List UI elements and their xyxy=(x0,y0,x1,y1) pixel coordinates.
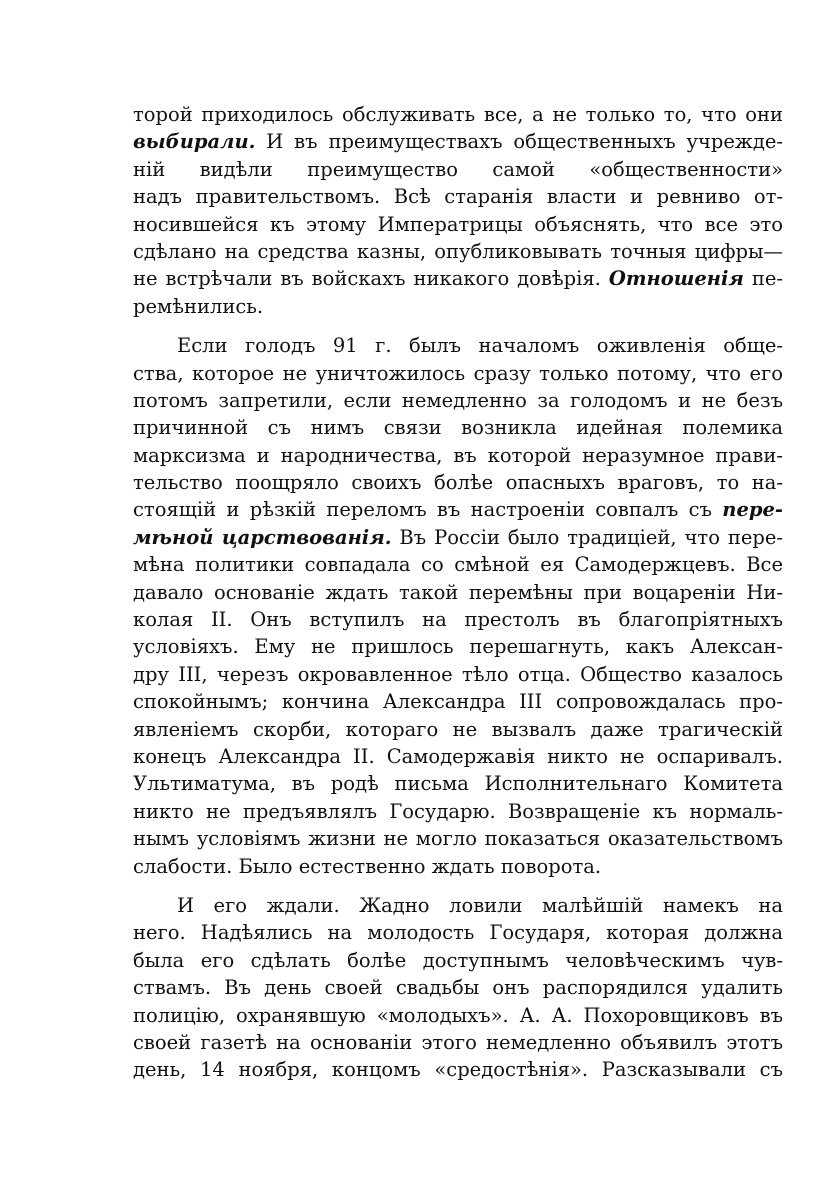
text-line xyxy=(133,293,783,320)
text-line xyxy=(133,128,783,155)
text-segment: стоящiй и рѣзкiй переломъ въ настроенiи совпалъ съ xyxy=(133,498,723,522)
text-segment: мѣна политики совпадала со смѣной ея Самодержцевъ. Все xyxy=(133,553,783,577)
emphasis-text: Отношенiя xyxy=(608,267,744,291)
text-segment: него. Надѣялись на молодость Государя, которая должна xyxy=(133,921,783,945)
text-segment: Въ Россiи было традицiей, что пере- xyxy=(391,525,783,549)
text-line xyxy=(133,387,783,414)
text-line xyxy=(133,579,783,606)
text-line xyxy=(133,469,783,496)
emphasis-text: пере- xyxy=(722,498,783,522)
text-line xyxy=(133,743,783,770)
text-segment: И въ преимуществахъ общественныхъ учрежде- xyxy=(255,130,783,154)
text-line xyxy=(133,265,783,292)
text-line xyxy=(133,716,783,743)
text-segment: ремѣнились. xyxy=(133,294,264,318)
text-segment: условiяхъ. Ему не пришлось перешагнуть, какъ Алексан- xyxy=(133,635,783,659)
text-segment: явленiемъ скорби, котораго не вызвалъ даже трагическiй xyxy=(133,717,783,741)
text-line xyxy=(133,798,783,825)
text-segment: марксизма и народничества, въ которой неразумное прави- xyxy=(133,443,783,467)
text-line xyxy=(133,606,783,633)
text-segment: конецъ Александра II. Самодержавiя никто не оспаривалъ. xyxy=(133,744,783,768)
text-line xyxy=(133,770,783,797)
text-line xyxy=(133,332,783,359)
body-text xyxy=(133,101,783,1096)
text-line xyxy=(133,825,783,852)
emphasis-text: мѣной царствованiя. xyxy=(133,525,392,549)
text-segment: не встрѣчали въ войскахъ никакого довѣрiя. xyxy=(133,267,609,291)
text-segment: своей газетѣ на основанiи этого немедленно объявилъ этотъ xyxy=(133,1030,783,1054)
text-segment: колая II. Онъ вступилъ на престолъ въ благопрiятныхъ xyxy=(133,608,783,632)
text-segment: причинной съ нимъ связи возникла идейная полемика xyxy=(133,416,783,440)
text-line xyxy=(133,919,783,946)
text-line xyxy=(133,238,783,265)
text-line xyxy=(133,551,783,578)
text-segment: дру III, черезъ окровавленное тѣло отца. Общество казалось xyxy=(133,662,783,686)
text-line xyxy=(133,442,783,469)
paragraph xyxy=(133,101,783,320)
text-segment: была его сдѣлать болѣе доступнымъ человѣческимъ чув- xyxy=(133,948,783,972)
text-segment: Если голодъ 91 г. былъ началомъ оживленiя обще- xyxy=(177,334,783,358)
text-line xyxy=(133,1056,783,1083)
text-line xyxy=(133,414,783,441)
text-segment: сдѣлано на средства казны, опубликовывать точныя цифры— xyxy=(133,239,783,263)
text-line xyxy=(133,1002,783,1029)
text-line xyxy=(133,853,783,880)
text-segment: полицiю, охранявшую «молодыхъ». А. А. Похоровщиковъ въ xyxy=(133,1003,783,1027)
emphasis-text: выбирали. xyxy=(133,130,256,154)
text-line xyxy=(133,496,783,523)
text-segment: потомъ запретили, если немедленно за голодомъ и не безъ xyxy=(133,388,783,412)
text-line xyxy=(133,892,783,919)
paragraph xyxy=(133,332,783,880)
text-segment: ства, которое не уничтожилось сразу только потому, что его xyxy=(133,361,783,385)
text-line xyxy=(133,156,783,183)
text-line xyxy=(133,211,783,238)
text-segment: день, 14 ноября, концомъ «средостѣнiя». Разсказывали съ xyxy=(133,1058,783,1082)
text-line xyxy=(133,947,783,974)
text-segment: Ультиматума, въ родѣ письма Исполнительнаго Комитета xyxy=(133,772,783,796)
text-segment: пе- xyxy=(743,267,783,291)
text-line xyxy=(133,524,783,551)
text-line xyxy=(133,183,783,210)
text-line xyxy=(133,688,783,715)
text-segment: И его ждали. Жадно ловили малѣйшiй намекъ на xyxy=(177,893,783,917)
text-segment: нымъ условiямъ жизни не могло показаться оказательствомъ xyxy=(133,827,783,851)
text-segment: тельство поощряло своихъ болѣе опасныхъ враговъ, то на- xyxy=(133,471,783,495)
text-line xyxy=(133,974,783,1001)
text-segment: спокойнымъ; кончина Александра III сопровождалась про- xyxy=(133,690,783,714)
text-segment: нiй видѣли преимущество самой «общественности» xyxy=(133,157,783,181)
text-segment: слабости. Было естественно ждать поворота. xyxy=(133,854,602,878)
text-segment: торой приходилось обслуживать все, а не только то, что они xyxy=(133,103,783,126)
text-segment: надъ правительствомъ. Всѣ старанiя власти и ревниво от- xyxy=(133,185,783,209)
text-line xyxy=(133,1029,783,1056)
text-segment: ствамъ. Въ день своей свадьбы онъ распорядился удалить xyxy=(133,976,783,1000)
text-segment: давало основанiе ждать такой перемѣны при воцаренiи Ни- xyxy=(133,580,783,604)
text-line xyxy=(133,360,783,387)
text-line xyxy=(133,633,783,660)
text-segment: никто не предъявлялъ Государю. Возвращенiе къ нормаль- xyxy=(133,799,783,823)
text-line xyxy=(133,101,783,128)
text-segment: носившейся къ этому Императрицы объяснять, что все это xyxy=(133,212,783,236)
text-line xyxy=(133,661,783,688)
paragraph xyxy=(133,892,783,1084)
